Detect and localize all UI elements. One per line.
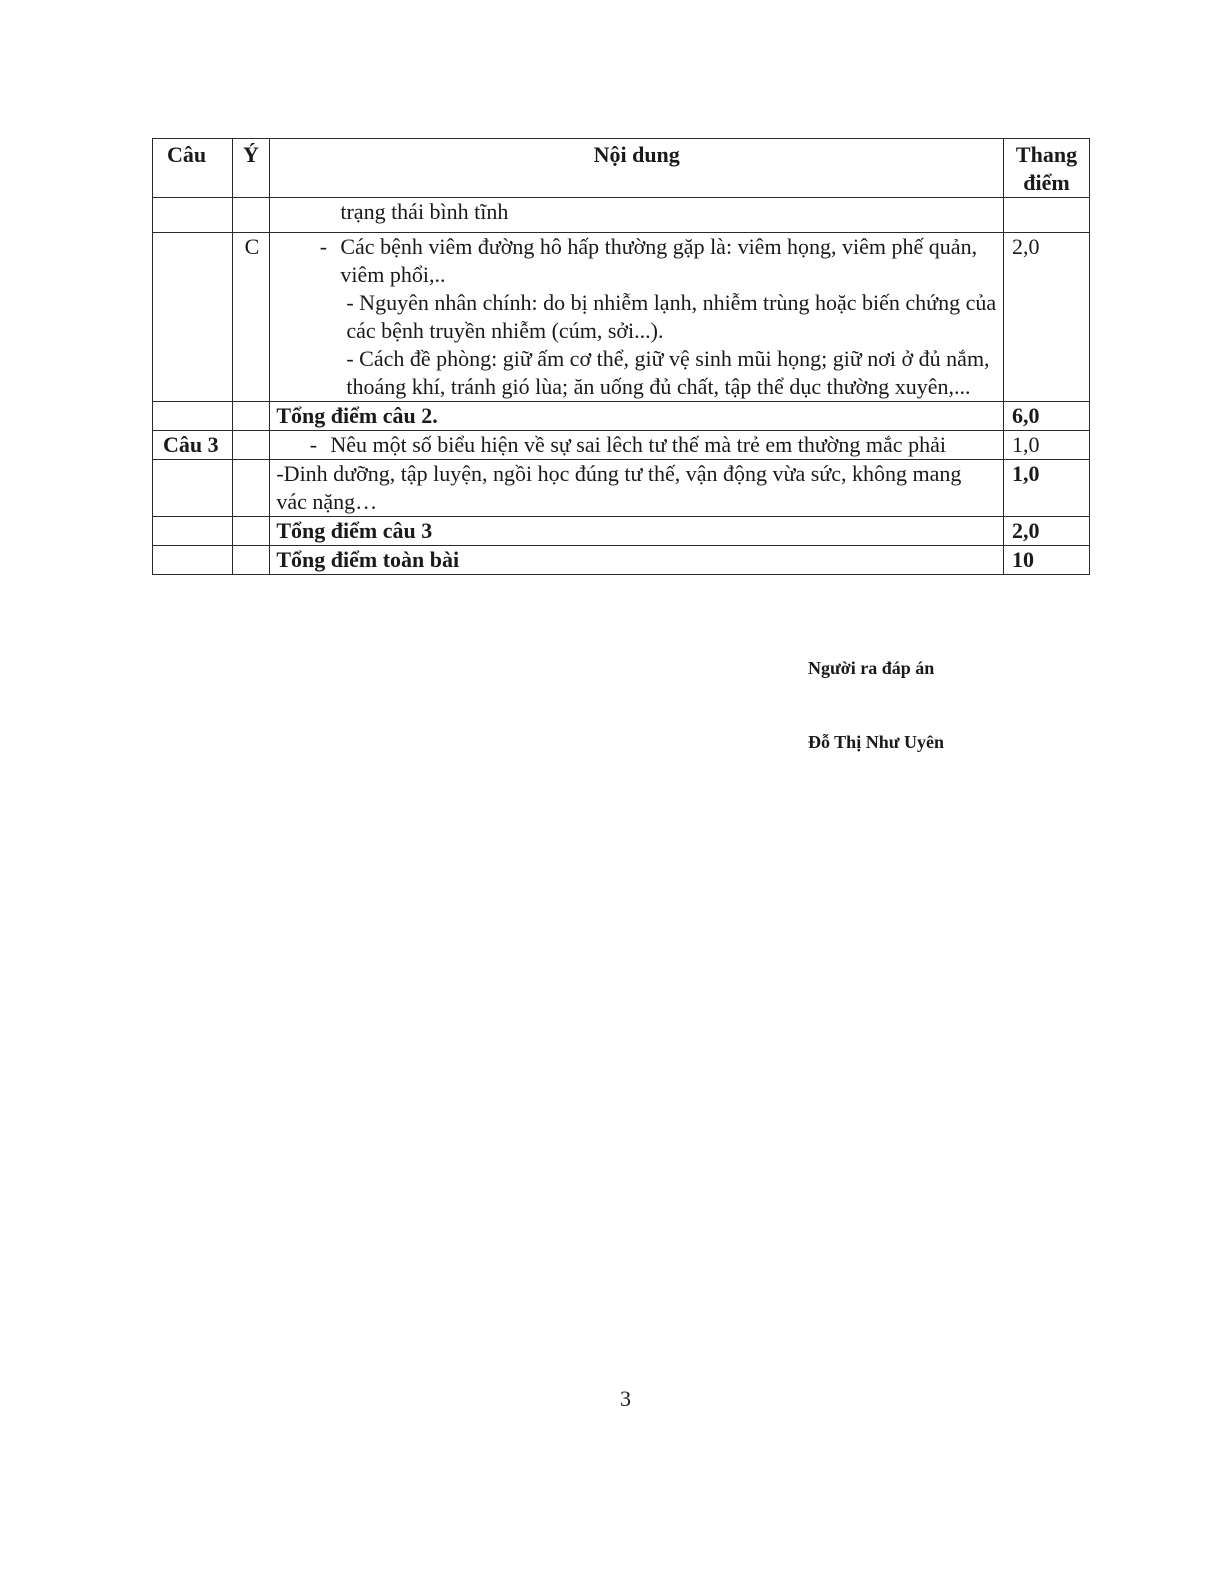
signer-role: Người ra đáp án [808, 658, 935, 678]
cell-cau-empty [153, 198, 233, 233]
header-cau: Câu [153, 139, 233, 198]
cell-y-empty [232, 460, 270, 517]
cell-y-empty [232, 517, 270, 546]
content-line: Các bệnh viêm đường hô hấp thường gặp là: viêm họng, viêm phế quản, viêm phổi,.. [340, 234, 978, 287]
cell-cau-empty [153, 402, 233, 431]
cell-diem-empty [1004, 198, 1090, 233]
table-row [153, 460, 1090, 517]
cell-cau-empty [153, 233, 233, 402]
table-row [153, 431, 1090, 460]
cell-diem-q3a: 1,0 [1004, 431, 1090, 460]
table-row [153, 402, 1090, 431]
cell-y-empty [232, 402, 270, 431]
cell-content-q3a [270, 431, 1004, 460]
table-row [153, 198, 1090, 233]
table-row [153, 233, 1090, 402]
signer-name: Đỗ Thị Như Uyên [808, 732, 945, 752]
cell-diem-total-all: 10 [1004, 546, 1090, 575]
answer-key-table [152, 138, 1090, 575]
header-noi-dung: Nội dung [270, 139, 1004, 198]
content-line: Nêu một số biểu hiện về sự sai lêch tư thế mà trẻ em thường mắc phải [330, 432, 946, 457]
cell-diem-total-3: 2,0 [1004, 517, 1090, 546]
cell-cau-empty [153, 460, 233, 517]
table-row [153, 546, 1090, 575]
cell-y-empty [232, 198, 270, 233]
cell-total-cau-3: Tổng điểm câu 3 [270, 517, 1004, 546]
cell-total-cau-2: Tổng điểm câu 2. [270, 402, 1004, 431]
table-header-row [153, 139, 1090, 198]
header-thang-diem: Thang điểm [1004, 139, 1090, 198]
cell-y-empty [232, 431, 270, 460]
cell-diem-c: 2,0 [1004, 233, 1090, 402]
cell-content-c [270, 233, 1004, 402]
cell-y-empty [232, 546, 270, 575]
bullet-dash: - [319, 234, 328, 259]
cell-cau-empty [153, 517, 233, 546]
cell-diem-total-2: 6,0 [1004, 402, 1090, 431]
cell-continuation-text: trạng thái bình tĩnh [270, 198, 1004, 233]
cell-diem-q3b: 1,0 [1004, 460, 1090, 517]
cell-cau-3: Câu 3 [153, 431, 233, 460]
cell-total-all: Tổng điểm toàn bài [270, 546, 1004, 575]
table-row [153, 517, 1090, 546]
content-line: - Cách đề phòng: giữ ấm cơ thể, giữ vệ sinh mũi họng; giữ nơi ở đủ nắm, thoáng khí, tránh gió lùa; ăn uống đủ chất, tập thể dục thường xuyên,... [346, 346, 990, 399]
cell-content-q3b: -Dinh dưỡng, tập luyện, ngồi học đúng tư thế, vận động vừa sức, không mang vác nặng… [270, 460, 1004, 517]
header-y: Ý [232, 139, 270, 198]
cell-cau-empty [153, 546, 233, 575]
content-line: - Nguyên nhân chính: do bị nhiễm lạnh, nhiễm trùng hoặc biến chứng của các bệnh truyền nhiễm (cúm, sởi...). [346, 290, 997, 343]
bullet-dash: - [309, 432, 318, 457]
cell-y-c: C [232, 233, 270, 402]
page-number: 3 [620, 1386, 631, 1411]
